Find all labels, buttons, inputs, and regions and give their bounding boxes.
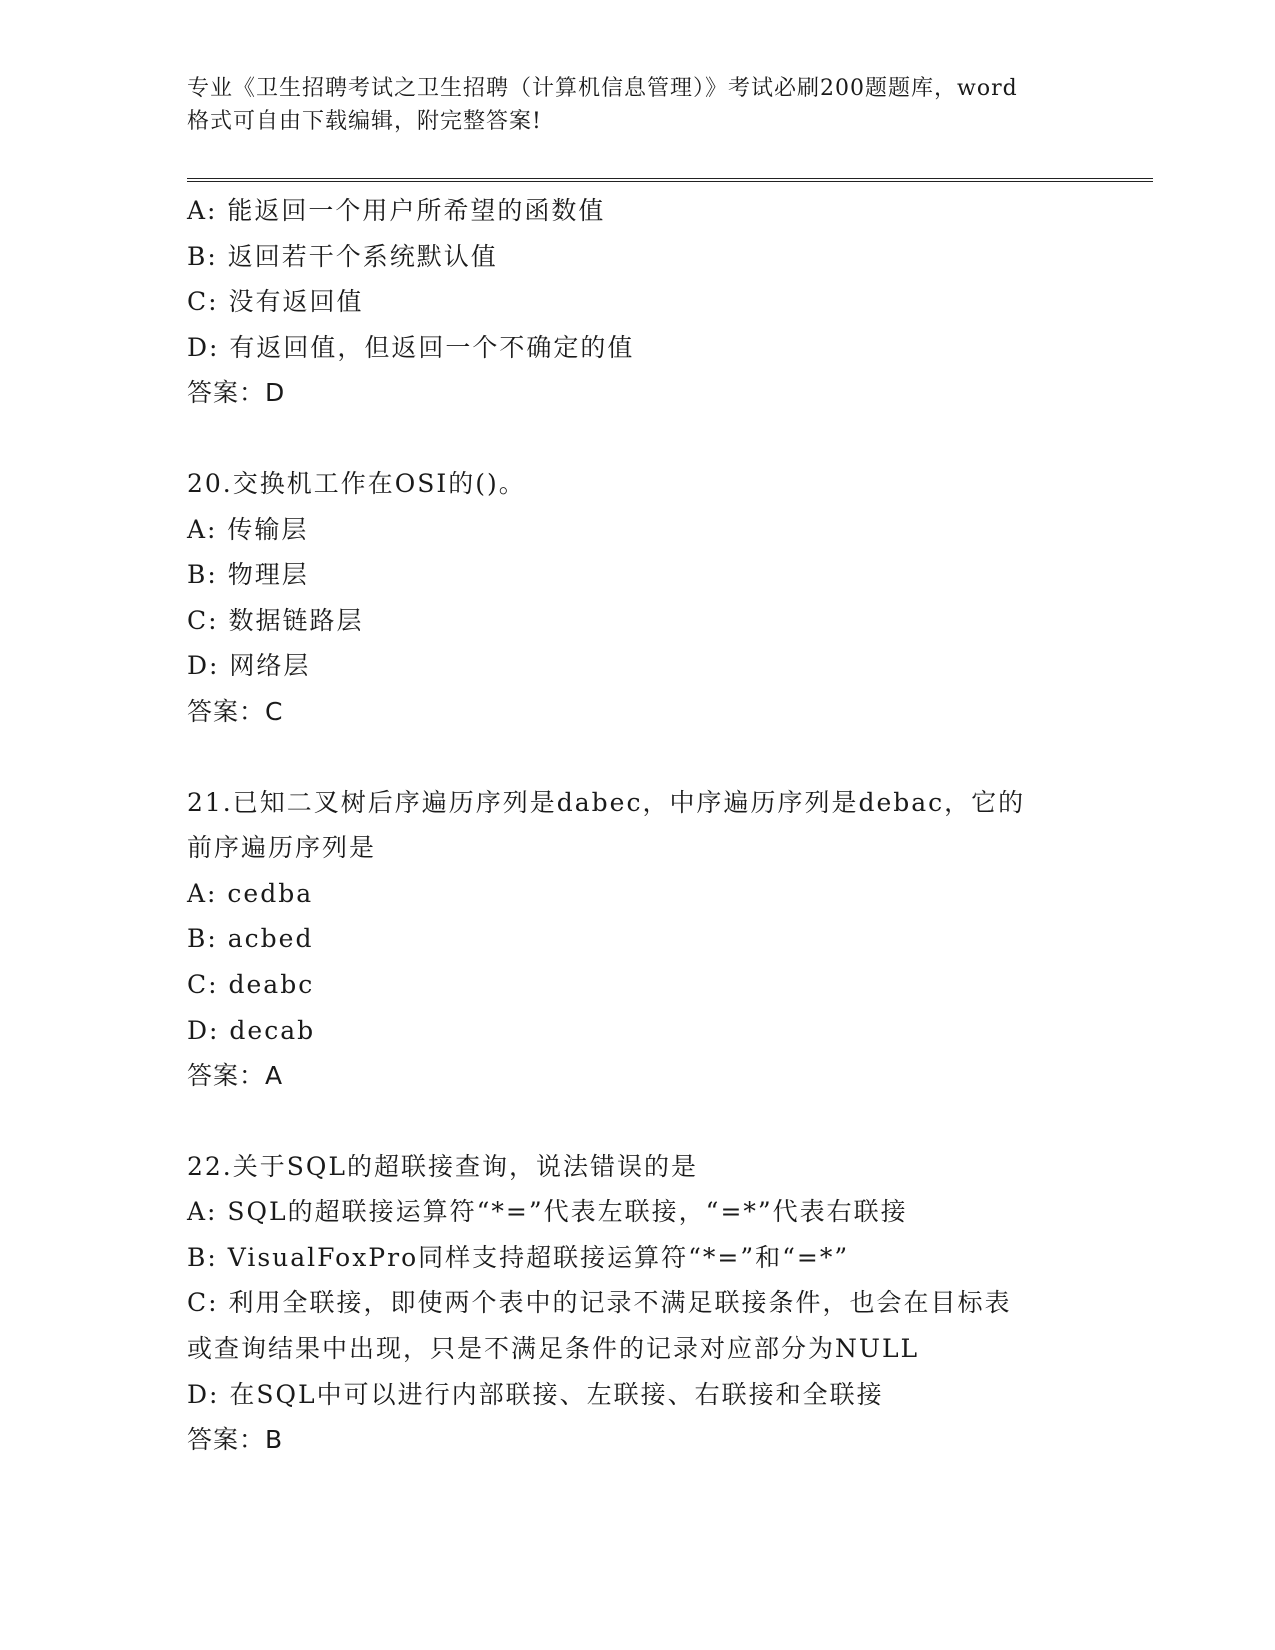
question-block-20	[187, 461, 1087, 735]
option-a: A: 传输层	[187, 514, 309, 544]
option-d: D: decab	[187, 1015, 316, 1045]
header-line-1: 专业《卫生招聘考试之卫生招聘（计算机信息管理）》考试必刷200题题库，word	[187, 76, 1018, 101]
option-d: D: 网络层	[187, 651, 311, 681]
question-stem: 22.关于SQL的超联接查询，说法错误的是	[187, 1151, 698, 1181]
option-c: C: 数据链路层	[187, 605, 364, 635]
question-block-19	[187, 188, 1087, 416]
answer-value: A	[265, 1061, 284, 1091]
header-line-2: 格式可自由下载编辑，附完整答案!	[187, 109, 542, 134]
header-divider	[187, 178, 1153, 182]
document-header	[187, 72, 1087, 138]
answer-line	[187, 1053, 1087, 1099]
option-b: B: acbed	[187, 924, 314, 954]
option-c: C: 没有返回值	[187, 287, 364, 317]
option-c: C: 利用全联接，即使两个表中的记录不满足联接条件，也会在目标表	[187, 1288, 1012, 1318]
option-a: A: SQL的超联接运算符“*=”代表左联接，“=*”代表右联接	[187, 1197, 908, 1227]
answer-value: B	[265, 1425, 284, 1455]
question-list	[187, 188, 1087, 1463]
answer-value: C	[265, 696, 284, 726]
answer-line	[187, 689, 1087, 735]
option-a: A: 能返回一个用户所希望的函数值	[187, 196, 606, 225]
answer-line	[187, 1417, 1087, 1463]
question-stem: 20.交换机工作在OSI的()。	[187, 468, 526, 498]
answer-label: 答案：	[187, 1061, 266, 1091]
answer-label: 答案：	[187, 1425, 266, 1455]
answer-label: 答案：	[187, 696, 266, 726]
question-stem: 21.已知二叉树后序遍历序列是dabec，中序遍历序列是debac，它的	[187, 787, 1026, 817]
answer-value: D	[265, 378, 286, 408]
answer-label: 答案：	[187, 378, 266, 408]
option-d: D: 有返回值，但返回一个不确定的值	[187, 332, 635, 362]
spacer	[187, 735, 1087, 780]
option-c-continued: 或查询结果中出现，只是不满足条件的记录对应部分为NULL	[187, 1334, 920, 1364]
option-b: B: VisualFoxPro同样支持超联接运算符“*=”和“=*”	[187, 1242, 850, 1272]
spacer	[187, 416, 1087, 461]
question-stem-continued: 前序遍历序列是	[187, 833, 377, 863]
spacer	[187, 1099, 1087, 1144]
question-block-22	[187, 1144, 1087, 1463]
option-c: C: deabc	[187, 969, 315, 999]
option-d: D: 在SQL中可以进行内部联接、左联接、右联接和全联接	[187, 1379, 884, 1409]
option-b: B: 物理层	[187, 560, 309, 590]
answer-line	[187, 370, 1087, 416]
option-a: A: cedba	[187, 878, 314, 908]
option-b: B: 返回若干个系统默认值	[187, 241, 498, 271]
question-block-21	[187, 780, 1087, 1099]
